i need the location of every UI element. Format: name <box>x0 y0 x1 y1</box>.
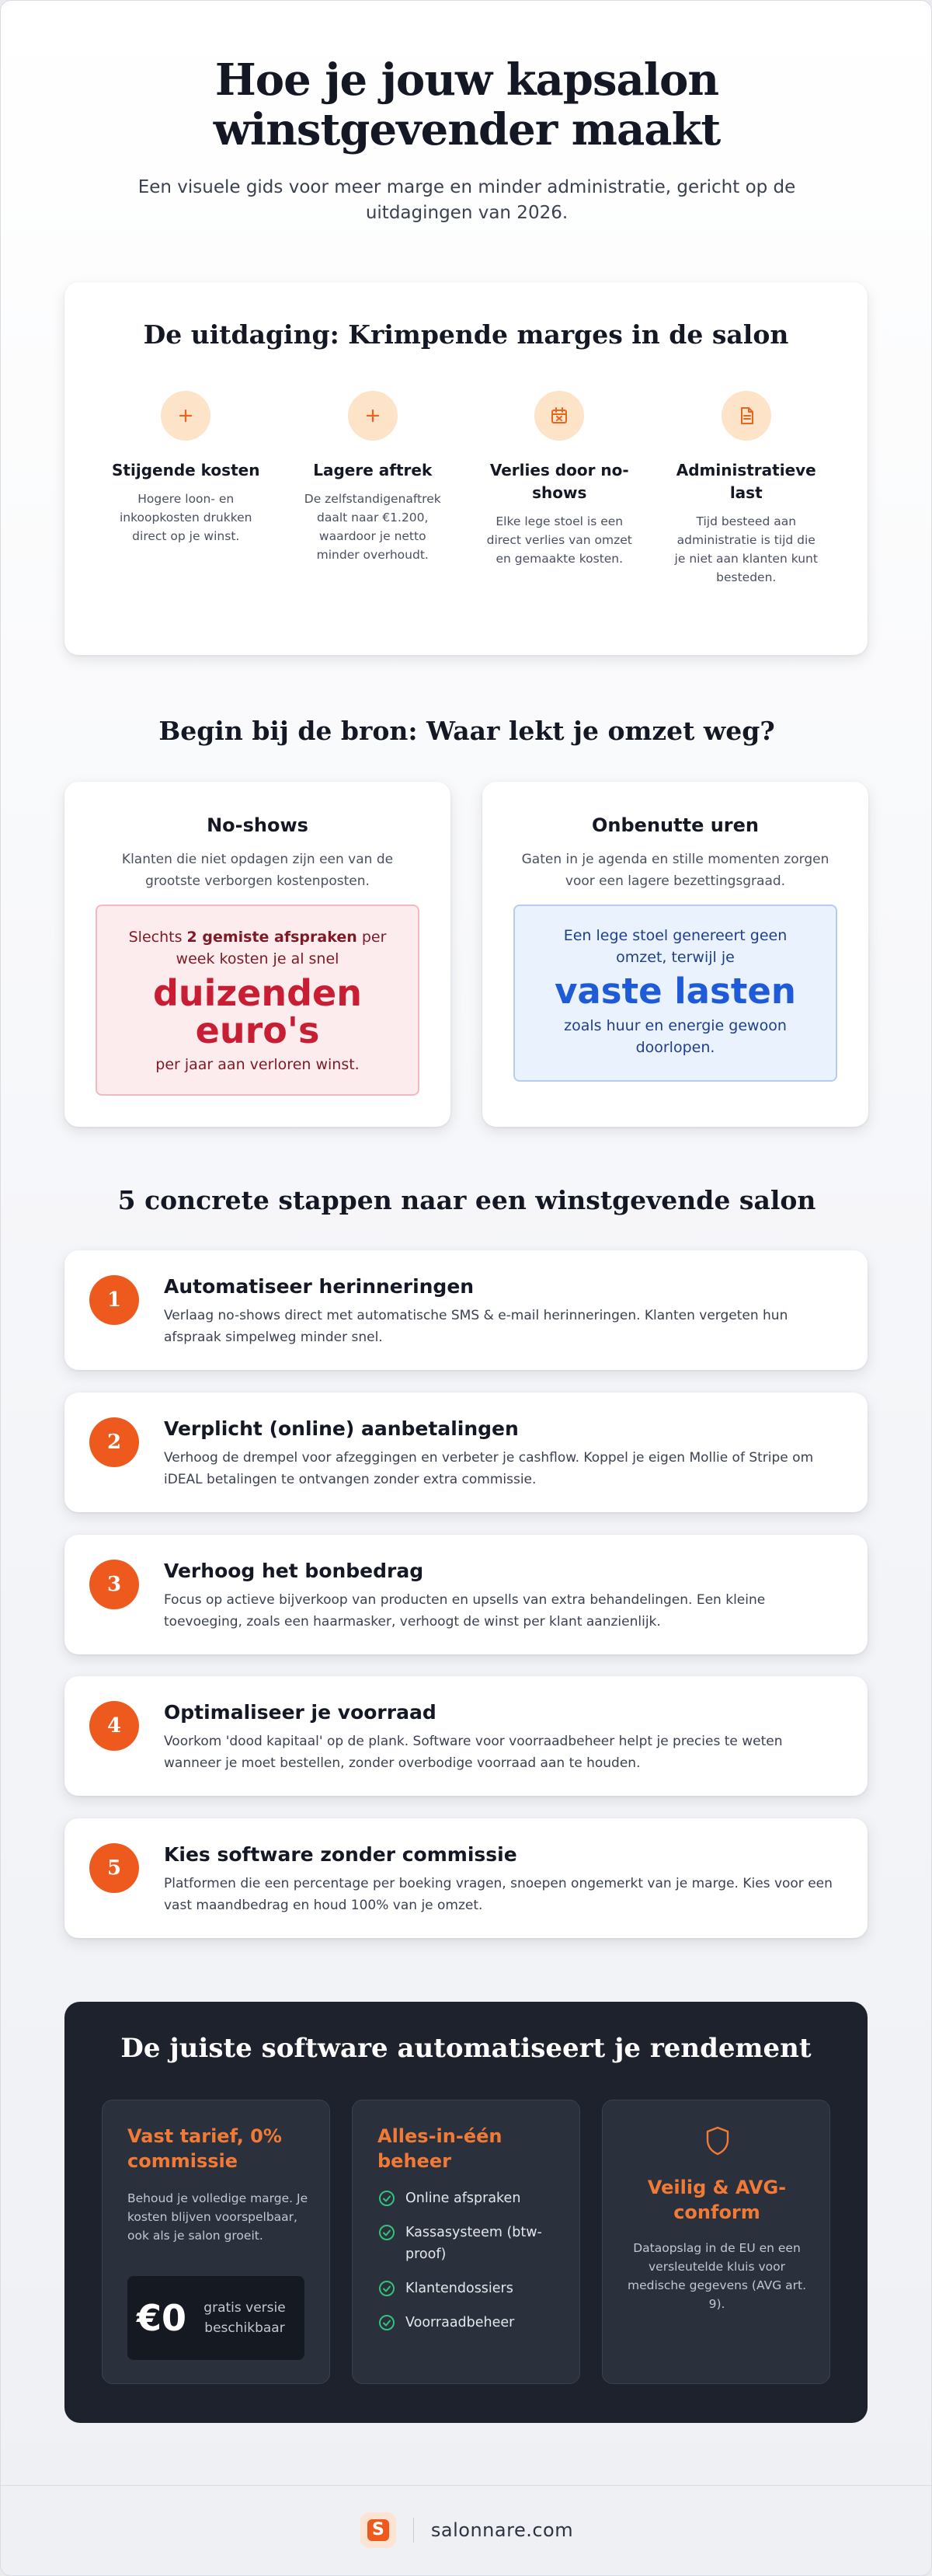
free-version-badge <box>127 2276 304 2360</box>
all-in-one-card <box>352 2100 580 2384</box>
security-title: Veilig & AVG-conform <box>647 2177 787 2223</box>
challenge-item <box>653 391 840 587</box>
feature-item: Online afspraken <box>377 2187 564 2209</box>
challenge-item-text: Hogere loon- en inkoopkosten drukken direct op je winst. <box>120 492 252 543</box>
feature-list <box>377 2187 564 2346</box>
step-number: 3 <box>89 1560 139 1609</box>
noshow-highlight-big: duizenden euro's <box>152 972 363 1051</box>
idle-highlight-post: zoals huur en energie gewoon doorlopen. <box>564 1017 787 1056</box>
step-title: Verplicht (online) aanbetalingen <box>164 1417 519 1440</box>
feature-item: Kassasysteem (btw-proof) <box>377 2222 564 2265</box>
software-title: De juiste software automatiseert je rendement <box>120 2033 812 2064</box>
idle-desc: Gaten in je agenda en stille momenten zorgen voor een lagere bezettingsgraad. <box>521 852 829 889</box>
check-circle-icon <box>377 2313 396 2332</box>
challenge-item-title: Stijgende kosten <box>112 461 260 479</box>
step-card <box>64 1535 868 1654</box>
shield-icon <box>704 2125 732 2156</box>
footer-domain-link[interactable]: salonnare.com <box>430 2519 574 2541</box>
idle-highlight <box>513 905 837 1082</box>
step-title: Verhoog het bonbedrag <box>164 1560 424 1582</box>
calendar-x-icon <box>534 391 584 441</box>
plus-icon <box>348 391 398 441</box>
noshow-title: No-shows <box>207 814 308 836</box>
idle-highlight-pre: Een lege stoel genereert geen omzet, terwijl je <box>563 927 788 966</box>
idle-highlight-big: vaste lasten <box>555 971 796 1012</box>
salonnare-logo[interactable] <box>360 2512 396 2548</box>
page-title: Hoe je jouw kapsalon winstgevender maakt <box>213 54 721 155</box>
step-number: 1 <box>89 1275 139 1325</box>
challenge-grid <box>92 391 840 587</box>
step-title: Optimaliseer je voorraad <box>164 1701 436 1724</box>
price-label: gratis versie beschikbaar <box>203 2300 286 2336</box>
all-in-one-title: Alles-in-één beheer <box>377 2125 503 2172</box>
feature-item: Klantendossiers <box>377 2278 564 2299</box>
challenge-card <box>64 282 868 655</box>
check-circle-icon <box>377 2189 396 2208</box>
challenge-title: De uitdaging: Krimpende marges in de salon <box>143 319 789 350</box>
document-icon <box>722 391 771 441</box>
pricing-title: Vast tarief, 0% commissie <box>127 2125 282 2172</box>
check-circle-icon <box>377 2223 396 2242</box>
leak-title: Begin bij de bron: Waar lekt je omzet weg? <box>158 716 775 746</box>
challenge-item-text: Elke lege stoel is een direct verlies van omzet en gemaakte kosten. <box>486 514 632 566</box>
step-number: 4 <box>89 1701 139 1751</box>
challenge-item-title: Administratieve last <box>676 461 816 502</box>
plus-icon <box>161 391 210 441</box>
step-text: Voorkom 'dood kapitaal' op de plank. Software voor voorraadbeheer helpt je precies te weten wanneer je moet bestellen, zonder overbodige voorraad aan te houden. <box>164 1734 783 1771</box>
challenge-item-text: De zelfstandigenaftrek daalt naar €1.200, waardoor je netto minder overhoudt. <box>304 492 441 562</box>
check-circle-icon <box>377 2279 396 2298</box>
noshow-highlight-post: per jaar aan verloren winst. <box>155 1056 360 1073</box>
challenge-item-text: Tijd besteed aan administratie is tijd die je niet aan klanten kunt besteden. <box>674 514 818 584</box>
noshow-card <box>64 782 450 1127</box>
software-section <box>64 2002 868 2423</box>
pricing-card <box>102 2100 330 2384</box>
challenge-item <box>92 391 280 587</box>
step-number: 2 <box>89 1417 139 1467</box>
step-card <box>64 1676 868 1796</box>
idle-hours-card <box>482 782 868 1127</box>
footer-divider <box>1 2485 932 2486</box>
price-value: €0 <box>137 2297 187 2339</box>
noshow-desc: Klanten die niet opdagen zijn een van de grootste verborgen kostenposten. <box>121 852 394 889</box>
noshow-highlight <box>96 905 419 1096</box>
challenge-item-title: Verlies door no-shows <box>489 461 629 502</box>
logo-letter: S <box>367 2519 389 2541</box>
step-title: Kies software zonder commissie <box>164 1843 517 1866</box>
security-text: Dataopslag in de EU en een versleutelde kluis voor medische gegevens (AVG art. 9). <box>627 2241 807 2311</box>
idle-title: Onbenutte uren <box>592 814 759 836</box>
hero <box>1 55 932 226</box>
page-subtitle: Een visuele gids voor meer marge en minder administratie, gericht op de uitdagingen van 2026. <box>137 177 796 223</box>
step-card <box>64 1818 868 1938</box>
step-card <box>64 1250 868 1370</box>
step-text: Platformen die een percentage per boeking vragen, snoepen ongemerkt van je marge. Kies voor een vast maandbedrag en houd 100% van je omzet. <box>164 1876 833 1913</box>
step-text: Verlaag no-shows direct met automatische SMS & e-mail herinneringen. Klanten vergeten hun afspraak simpelweg minder snel. <box>164 1308 788 1345</box>
step-text: Focus op actieve bijverkoop van producten en upsells van extra behandelingen. Een kleine toevoeging, zoals een haarmasker, verhoogt de winst per klant aanzienlijk. <box>164 1592 766 1630</box>
challenge-item-title: Lagere aftrek <box>313 461 433 479</box>
security-card <box>602 2100 830 2384</box>
footer-separator <box>413 2518 414 2543</box>
step-text: Verhoog de drempel voor afzeggingen en verbeter je cashflow. Koppel je eigen Mollie of Stripe om iDEAL betalingen te ontvangen zonder extra commissie. <box>164 1450 814 1487</box>
footer <box>1 2507 932 2553</box>
noshow-highlight-pre: Slechts 2 gemiste afspraken per week kosten je al snel <box>128 929 387 967</box>
step-title: Automatiseer herinneringen <box>164 1275 475 1298</box>
step-number: 5 <box>89 1843 139 1893</box>
challenge-item <box>280 391 467 587</box>
feature-item: Voorraadbeheer <box>377 2312 564 2334</box>
pricing-text: Behoud je volledige marge. Je kosten blijven voorspelbaar, ook als je salon groeit. <box>127 2191 308 2243</box>
steps-title: 5 concrete stappen naar een winstgevende salon <box>117 1185 816 1215</box>
step-card <box>64 1393 868 1512</box>
challenge-item <box>466 391 653 587</box>
